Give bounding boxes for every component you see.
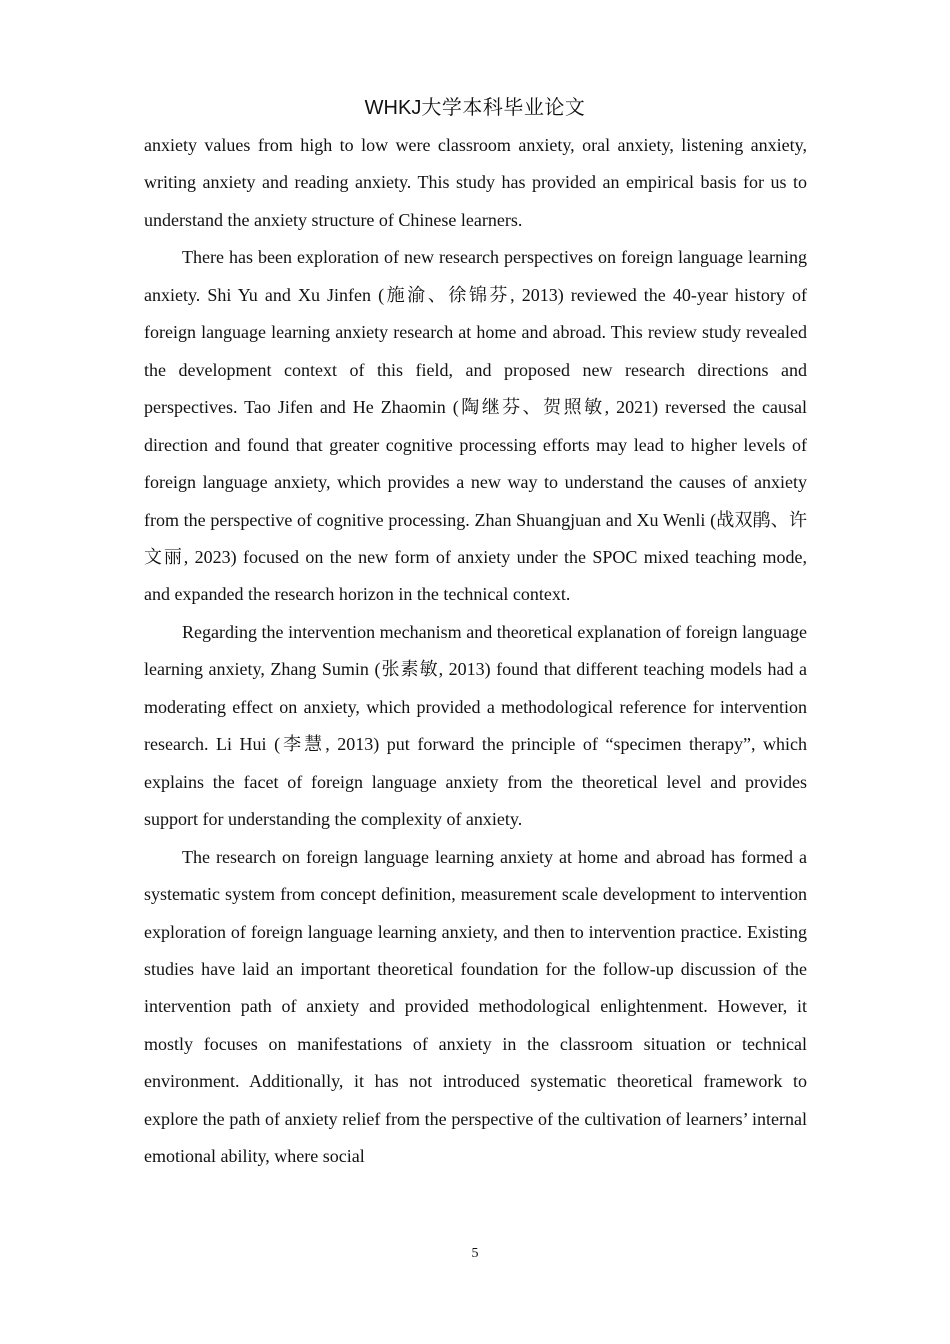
page-number: 5 <box>471 1246 479 1261</box>
paragraph: The research on foreign language learning anxiety at home and abroad has formed a systematic system from concept definition, measurement scale development to intervention exploration of foreign language learning anxiety, and then to intervention practice. Existing studies have laid an important theoretical foundation for the follow-up discussion of the intervention path of anxiety and provided methodological enlightenment. However, it mostly focuses on manifestations of anxiety in the classroom situation or technical environment. Additionally, it has not introduced systematic theoretical framework to explore the path of anxiety relief from the perspective of the cultivation of learners’ internal emotional ability, where social <box>144 846 807 1167</box>
paragraph-continuation: anxiety values from high to low were classroom anxiety, oral anxiety, listening anxiety, writing anxiety and reading anxiety. This study has provided an empirical basis for us to understand the anxiety structure of Chinese learners. <box>144 135 807 230</box>
running-header <box>0 94 950 121</box>
paragraph: There has been exploration of new research perspectives on foreign language learning anxiety. Shi Yu and Xu Jinfen (施渝、徐锦芬, 2013) reviewed the 40-year history of foreign language learning anxiety research at home and abroad. This review study revealed the development context of this field, and proposed new research directions and perspectives. Tao Jifen and He Zhaomin (陶继芬、贺照敏, 2021) reversed the causal direction and found that greater cognitive processing efforts may lead to higher levels of foreign language anxiety, which provides a new way to understand the causes of anxiety from the perspective of cognitive processing. Zhan Shuangjuan and Xu Wenli (战双鹃、许文丽, 2023) focused on the new form of anxiety under the SPOC mixed teaching mode, and expanded the research horizon in the technical context. <box>144 247 807 605</box>
running-header-cjk: 大学本科毕业论文 <box>421 95 586 119</box>
body-text <box>144 127 807 1176</box>
paragraph: Regarding the intervention mechanism and theoretical explanation of foreign language learning anxiety, Zhang Sumin (张素敏, 2013) found that different teaching models had a moderating effect on anxiety, which provided a methodological reference for intervention research. Li Hui (李慧, 2013) put forward the principle of “specimen therapy”, which explains the facet of foreign language anxiety from the theoretical level and provides support for understanding the complexity of anxiety. <box>144 621 807 830</box>
running-header-latin: WHKJ <box>364 97 422 119</box>
